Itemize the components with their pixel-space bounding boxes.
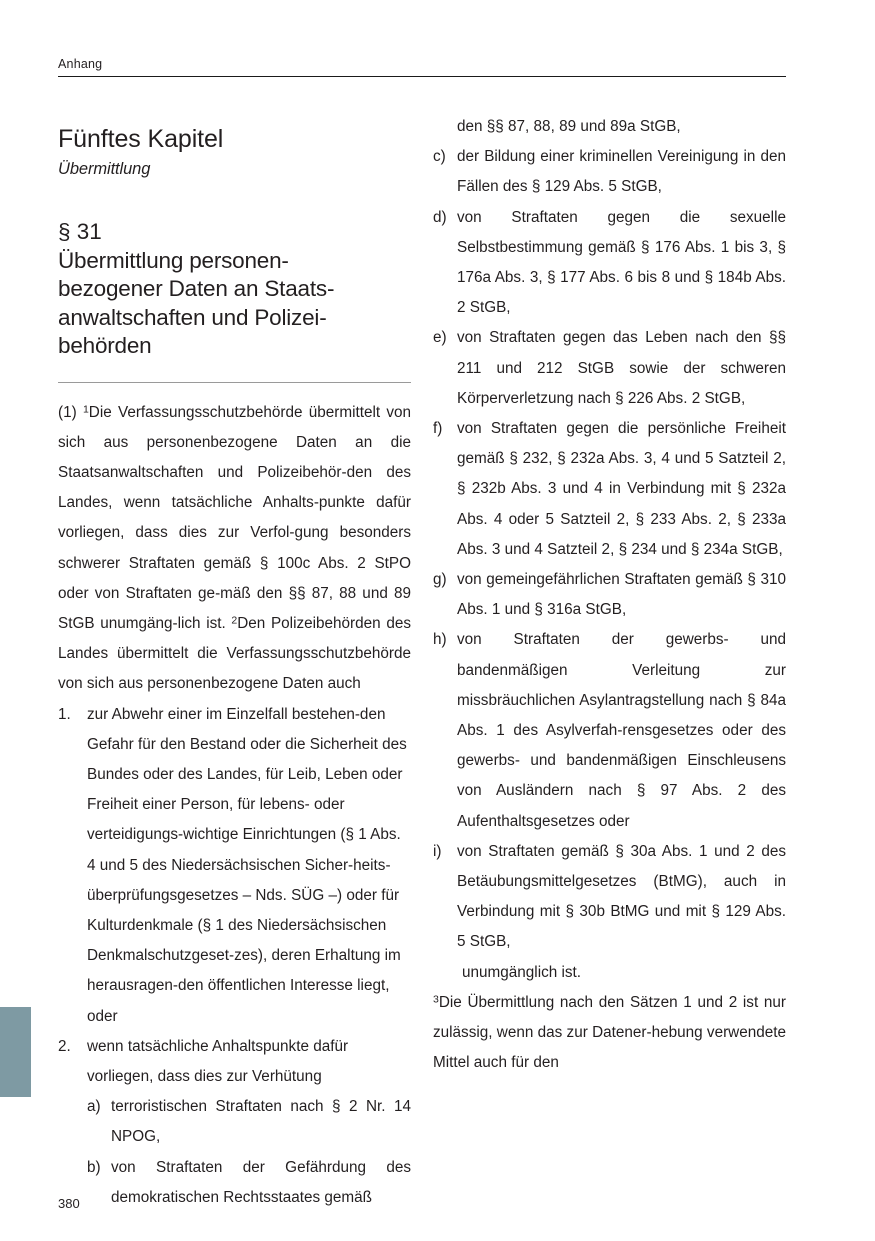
list-item-text: terroristischen Straftaten nach § 2 Nr. 14 NPOG,	[111, 1098, 411, 1146]
running-head	[58, 56, 786, 77]
list-item-text: von Straftaten gegen die sexuelle Selbstbestimmung gemäß § 176 Abs. 1 bis 3, § 176a Abs. 3, § 177 Abs. 6 bis 8 und § 184b Abs. 2 StGB,	[457, 208, 786, 317]
section-heading	[58, 247, 411, 361]
paragraph-1-satz-2: Den Polizeibehörden des Landes übermittelt die Verfassungsschutzbehörde von sich aus personenbezogene Daten auch	[58, 614, 411, 693]
paragraph-1-satz-1: Die Verfassungsschutzbehörde übermittelt von sich aus personenbezogene Daten an die Staatsanwaltschaften und Polizeibehör-den des Landes, wenn tatsächliche Anhalts-punkte dafür vorliegen, dass dies zur Verfol-gung besonders schwerer Straftaten gemäß § 100c Abs. 2 StPO oder von Straftaten ge-mäß den §§ 87, 88 und 89 StGB unumgäng-lich ist.	[58, 403, 412, 632]
list-item-marker: c)	[433, 148, 446, 166]
list-item-text: von Straftaten gegen die persönliche Freiheit gemäß § 232, § 232a Abs. 3, 4 und 5 Satzteil 2, § 232b Abs. 3 und 4 in Verbindung mit § 232a Abs. 4 oder 5 Satzteil 2, § 233 Abs. 2, § 233a Abs. 3 und 4 Satzteil 2, § 234 und § 234a StGB,	[457, 420, 786, 558]
list-item-marker: f)	[433, 420, 443, 438]
list-item-marker: 2.	[58, 1037, 71, 1055]
margin-thumb-tab	[0, 1007, 31, 1097]
paragraph-satz-3-text: Die Übermittlung nach den Sätzen 1 und 2 ist nur zulässig, wenn das zur Datener-hebung verwendete Mittel auch für den	[433, 993, 786, 1072]
paragraph-1	[58, 398, 411, 700]
paragraph-1-label: (1)	[58, 403, 77, 421]
satz-marker-1: 1	[82, 402, 89, 415]
list-item-marker: b)	[87, 1158, 101, 1176]
closing-line: unumgänglich ist.	[462, 963, 582, 981]
page-number: 380	[58, 1196, 80, 1211]
list-item-marker: 1.	[58, 705, 71, 723]
paragraph-satz-3	[433, 988, 786, 1079]
section-number: § 31	[58, 219, 102, 244]
right-column	[433, 112, 786, 1079]
list-item-text: von Straftaten gegen das Leben nach den §§ 211 und 212 StGB sowie der schweren Körperverletzung nach § 226 Abs. 2 StGB,	[457, 329, 786, 407]
list-item	[58, 700, 411, 1032]
list-item-marker: a)	[87, 1098, 101, 1116]
continuation-spacer	[433, 112, 457, 142]
list-item-marker: i)	[433, 842, 442, 860]
chapter-subtitle: Übermittlung	[58, 160, 151, 178]
list-item	[58, 1092, 411, 1152]
list-item-marker: d)	[433, 208, 447, 226]
list-item	[433, 414, 786, 565]
section-heading-line-2: bezogener Daten an Staats-	[58, 276, 335, 301]
section-heading-line-3: anwaltschaften und Polizei-	[58, 304, 327, 330]
list-item-text: von Straftaten der gewerbs- und bandenmäßigen Verleitung zur missbräuchlichen Asylantragstellung nach § 84a Abs. 1 des Asylverfah-rensgesetzes oder des gewerbs- und bandenmäßigen Einschleusens von Ausländern nach § 97 Abs. 2 des Aufenthaltsgesetzes oder	[457, 631, 786, 830]
list-item	[433, 625, 786, 836]
running-head-rule	[58, 76, 786, 77]
list-item-text: wenn tatsächliche Anhaltspunkte dafür vorliegen, dass dies zur Verhütung	[87, 1037, 349, 1085]
section-heading-rule	[58, 382, 411, 383]
continuation-text: den §§ 87, 88, 89 und 89a StGB,	[457, 118, 681, 135]
left-numbered-list	[58, 700, 411, 1093]
chapter-title: Fünftes Kapitel	[58, 125, 224, 153]
running-head-label: Anhang	[58, 57, 103, 71]
right-alpha-list	[433, 142, 786, 957]
section-heading-line-1: Übermittlung personen-	[58, 247, 289, 273]
list-item	[433, 837, 786, 958]
satz-marker-2: 2	[231, 614, 238, 627]
section-heading-line-4: behörden	[58, 333, 152, 358]
continuation-line	[433, 112, 786, 142]
list-item	[433, 142, 786, 202]
list-item	[433, 203, 786, 324]
list-item	[433, 323, 786, 414]
list-item-text: zur Abwehr einer im Einzelfall bestehen-den Gefahr für den Bestand oder die Sicherheit des Bundes oder des Landes, für Leib, Leben oder Freiheit einer Person, für lebens- oder verteidigungs-wichtige Einrichtungen (§ 1 Abs. 4 und 5 des Niedersächsischen Sicher-heits-überprüfungsgesetzes – Nds. SÜG –) oder für Kulturdenkmale (§ 1 des Niedersächsischen Denkmalschutzgeset-zes), deren Erhaltung im herausragen-den öffentlichen Interesse liegt, oder	[87, 705, 407, 1025]
list-item-text: der Bildung einer kriminellen Vereinigung in den Fällen des § 129 Abs. 5 StGB,	[457, 148, 786, 196]
list-item	[58, 1153, 411, 1213]
left-column	[58, 112, 411, 1213]
list-item-text: von gemeingefährlichen Straftaten gemäß § 310 Abs. 1 und § 316a StGB,	[457, 571, 786, 619]
list-item-marker: g)	[433, 571, 447, 589]
satz-marker-3: 3	[433, 993, 439, 1006]
list-item-marker: e)	[433, 329, 447, 347]
list-item-text: von Straftaten der Gefährdung des demokratischen Rechtsstaates gemäß	[111, 1158, 411, 1206]
list-item	[433, 565, 786, 625]
list-item-marker: h)	[433, 631, 447, 649]
list-item-text: von Straftaten gemäß § 30a Abs. 1 und 2 des Betäubungsmittelgesetzes (BtMG), auch in Verbindung mit § 30b BtMG und mit § 129 Abs. 5 StGB,	[457, 842, 786, 951]
list-item	[58, 1032, 411, 1092]
left-alpha-list	[58, 1092, 411, 1213]
